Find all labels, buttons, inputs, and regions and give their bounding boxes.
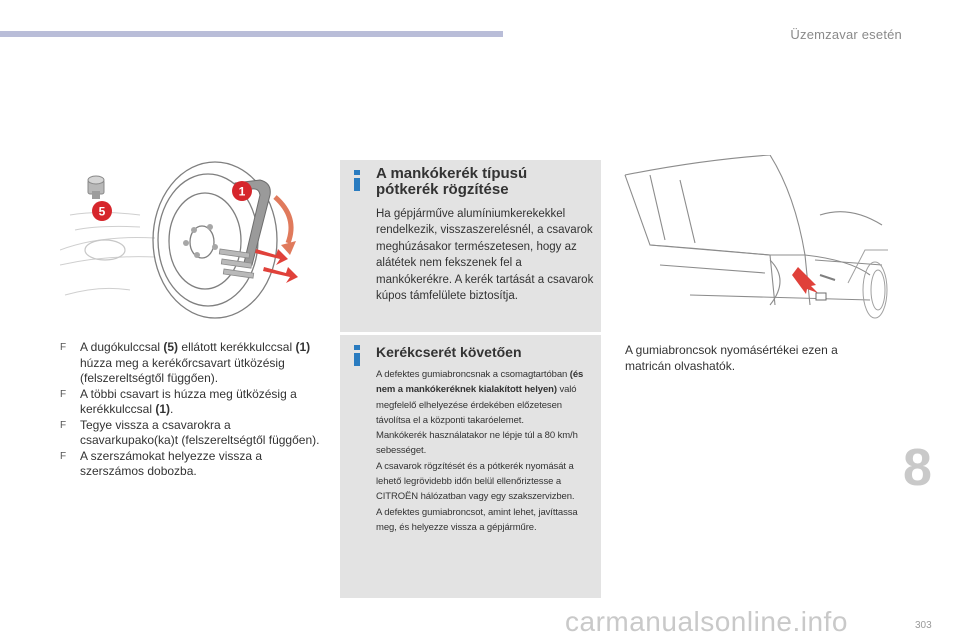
instruction-text: A többi csavart is húzza meg ütközésig a kerékkulccsal (1). xyxy=(80,386,297,416)
info-box-title: Kerékcserét követően xyxy=(376,344,522,360)
instruction-item xyxy=(60,387,322,418)
instruction-text: A szerszámokat helyezze vissza a szerszámos dobozba. xyxy=(80,448,263,478)
info-box-after-wheel-change xyxy=(340,335,601,598)
callout-5: 5 xyxy=(98,204,106,219)
info-icon xyxy=(352,170,362,204)
info-box-text: A defektes gumiabroncsnak a csomagtartóban (és nem a mankókeréknek kialakított helyen) való megfelelő elhelyezése érdekében előzetesen távolítsa el a központi takaróelemet. Mankókerék használatakor ne lépje túl a 80 km/h sebességet. A csavarok rögzítését és a pótkerék nyomását a lehető legrövidebb időn belül ellenőriztesse a CITROËN hálózatban vagy egy szakszervizben. A defektes gumiabroncsot, amint lehet, javíttassa meg, és helyezze vissza a gépjárműre. xyxy=(376,369,584,533)
info-box-text: Ha gépjárműve alumíniumkerekekkel rendelkezik, visszaszerelésnél, a csavarok meghúzásakor természetesen, hogy az alátétek nem fekszenek fel a mankókerékre. A kerék tartását a csavarok kúpos támfelülete biztosítja. xyxy=(376,208,594,303)
info-box-title: A mankókerék típusú pótkerék rögzítése xyxy=(376,165,528,198)
bullet-icon: F xyxy=(60,388,67,400)
instruction-item xyxy=(60,340,322,387)
info-icon xyxy=(352,345,362,375)
car-door-illustration xyxy=(620,155,890,325)
wheel-nut-illustration xyxy=(60,155,320,325)
section-title: Üzemzavar esetén xyxy=(790,27,902,42)
car-drawing xyxy=(620,155,890,325)
callout-1: 1 xyxy=(238,184,246,199)
instruction-text: A dugókulccsal (5) ellátott kerékkulccsal (1) húzza meg a kerékőrcsavart ütközésig (felszereltségtől függően). xyxy=(80,340,311,385)
watermark: carmanualsonline.info xyxy=(565,606,848,637)
wheel-drawing xyxy=(60,155,320,325)
instruction-list xyxy=(60,340,322,480)
instruction-item xyxy=(60,418,322,449)
instruction-text: Tegye vissza a csavarokra a csavarkupako(ka)t (felszereltségtől függően). xyxy=(80,417,320,447)
chapter-number: 8 xyxy=(903,439,932,497)
bullet-icon: F xyxy=(60,419,67,431)
info-box-alloy-wheel xyxy=(340,160,601,332)
bullet-icon: F xyxy=(60,450,67,462)
page-number: 303 xyxy=(915,620,932,631)
car-caption: A gumiabroncsok nyomásértékei ezen a matricán olvashatók. xyxy=(625,343,838,373)
instruction-item xyxy=(60,449,322,480)
header-bar xyxy=(0,31,503,37)
bullet-icon: F xyxy=(60,342,67,353)
